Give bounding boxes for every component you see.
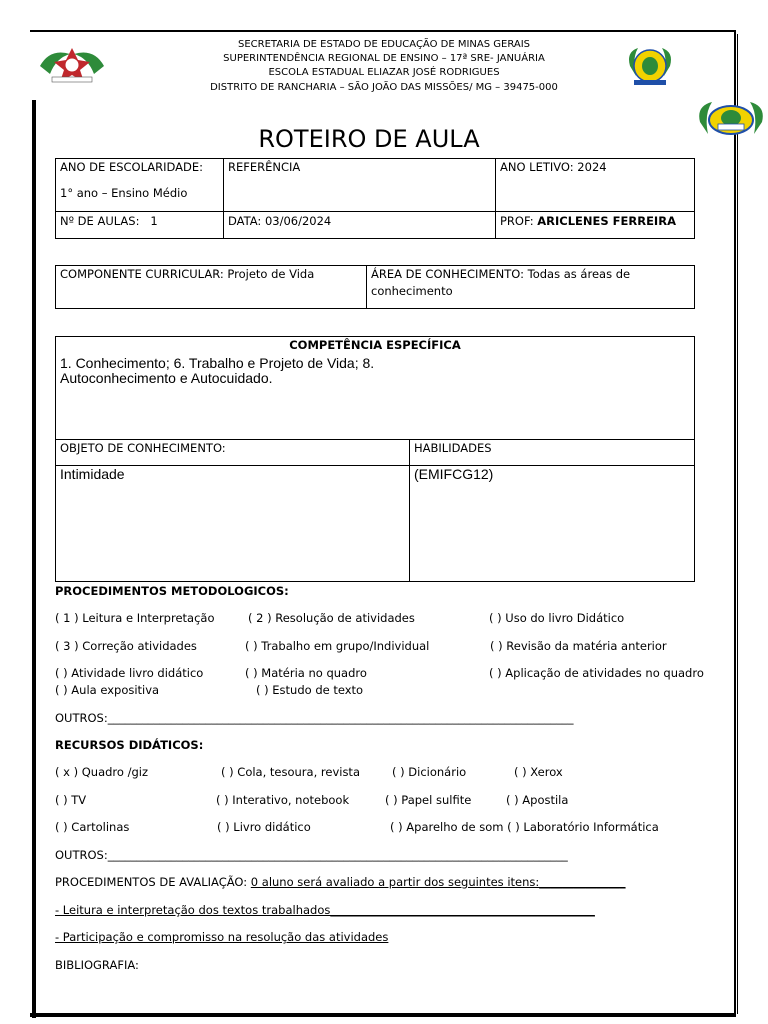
avaliacao-item-participacao: - Participação e compromisso na resolução das atividades xyxy=(55,930,389,944)
rec-quadro-giz-checkbox[interactable]: ( x ) Quadro /giz xyxy=(55,765,149,779)
avaliacao-text: 0 aluno será avaliado a partir dos seguintes itens:_______________ xyxy=(250,875,626,889)
avaliacao-label: PROCEDIMENTOS DE AVALIAÇÃO: xyxy=(55,875,248,889)
ano-letivo-cell xyxy=(496,159,695,212)
header-escola: ESCOLA ESTADUAL ELIAZAR JOSÉ RODRIGUES xyxy=(268,67,500,78)
data-value: DATA: 03/06/2024 xyxy=(228,214,332,228)
ano-letivo-label: ANO LETIVO: 2024 xyxy=(500,160,607,174)
habilidades-value-cell xyxy=(410,466,695,582)
rec-interativo-checkbox[interactable]: ( ) Interativo, notebook xyxy=(216,793,350,807)
proc-aplicacao-quadro-checkbox[interactable]: ( ) Aplicação de atividades no quadro xyxy=(489,666,704,680)
proc-materia-quadro-checkbox[interactable]: ( ) Matéria no quadro xyxy=(245,666,367,680)
objeto-value-cell xyxy=(56,466,410,582)
competencia-text-line1: 1. Conhecimento; 6. Trabalho e Projeto de Vida; 8. xyxy=(60,355,375,371)
proc-trabalho-grupo-checkbox[interactable]: ( ) Trabalho em grupo/Individual xyxy=(245,639,430,653)
area-conhecimento-line2: conhecimento xyxy=(371,284,453,298)
info-table xyxy=(55,158,695,239)
rec-cartolinas-checkbox[interactable]: ( ) Cartolinas xyxy=(55,820,130,834)
area-conhecimento-line1: ÁREA DE CONHECIMENTO: Todas as áreas de xyxy=(371,267,631,281)
proc-atividade-livro-checkbox[interactable]: ( ) Atividade livro didático xyxy=(55,666,204,680)
avaliacao-line xyxy=(55,875,626,889)
rec-dicionario-checkbox[interactable]: ( ) Dicionário xyxy=(392,765,467,779)
num-aulas-label: Nº DE AULAS: xyxy=(60,214,140,228)
rec-papel-sulfite-checkbox[interactable]: ( ) Papel sulfite xyxy=(385,793,472,807)
proc-livro-didatico-checkbox[interactable]: ( ) Uso do livro Didático xyxy=(489,611,625,625)
prof-value: ARICLENES FERREIRA xyxy=(537,214,676,228)
competencia-cell xyxy=(56,337,695,440)
rec-apostila-checkbox[interactable]: ( ) Apostila xyxy=(506,793,569,807)
proc-resolucao-checkbox[interactable]: ( 2 ) Resolução de atividades xyxy=(248,611,415,625)
num-aulas-cell xyxy=(56,212,224,239)
frame-right-border-inner xyxy=(737,34,738,1014)
procedimentos-heading: PROCEDIMENTOS METODOLOGICOS: xyxy=(55,584,289,598)
habilidades-value: (EMIFCG12) xyxy=(414,466,494,482)
header-distrito: DISTRITO DE RANCHARIA – SÃO JOÃO DAS MISSÕES/ MG – 39475-000 xyxy=(210,82,558,93)
frame-right-border xyxy=(734,30,736,1016)
competencia-heading: COMPETÊNCIA ESPECÍFICA xyxy=(289,338,461,352)
rec-livro-didatico-checkbox[interactable]: ( ) Livro didático xyxy=(217,820,311,834)
objeto-conhecimento-label: OBJETO DE CONHECIMENTO: xyxy=(60,441,226,455)
proc-correcao-checkbox[interactable]: ( 3 ) Correção atividades xyxy=(55,639,197,653)
proc-estudo-texto-checkbox[interactable]: ( ) Estudo de texto xyxy=(256,683,364,697)
componente-curricular: COMPONENTE CURRICULAR: Projeto de Vida xyxy=(60,267,315,281)
rec-cola-tesoura-checkbox[interactable]: ( ) Cola, tesoura, revista xyxy=(221,765,360,779)
ano-escolaridade-label: ANO DE ESCOLARIDADE: xyxy=(60,160,204,174)
referencia-label: REFERÊNCIA xyxy=(228,160,301,174)
competencia-text-line2: Autoconhecimento e Autocuidado. xyxy=(60,370,273,386)
proc-outros-field[interactable]: OUTROS:_________________________________________________________________________________ xyxy=(55,711,574,725)
componente-table xyxy=(55,265,695,309)
prof-cell xyxy=(496,212,695,239)
num-aulas-value: 1 xyxy=(150,214,158,228)
proc-leitura-checkbox[interactable]: ( 1 ) Leitura e Interpretação xyxy=(55,611,215,625)
rec-aparelho-som-laboratorio-checkbox[interactable]: ( ) Aparelho de som ( ) Laboratório Informática xyxy=(390,820,659,834)
bibliografia-label: BIBLIOGRAFIA: xyxy=(55,958,139,972)
rec-xerox-checkbox[interactable]: ( ) Xerox xyxy=(514,765,563,779)
recursos-heading: RECURSOS DIDÁTICOS: xyxy=(55,738,204,752)
data-cell xyxy=(224,212,496,239)
objeto-conhecimento-value: Intimidade xyxy=(60,466,125,482)
frame-top-border xyxy=(30,30,736,32)
ano-escolaridade-cell xyxy=(56,159,224,212)
competencia-table xyxy=(55,336,695,582)
proc-aula-expositiva-checkbox[interactable]: ( ) Aula expositiva xyxy=(55,683,160,697)
rec-tv-checkbox[interactable]: ( ) TV xyxy=(55,793,87,807)
prof-label: PROF: xyxy=(500,214,534,228)
frame-bottom-border xyxy=(30,1013,736,1017)
header-superintendencia: SUPERINTENDÊNCIA REGIONAL DE ENSINO – 17ª SRE- JANUÁRIA xyxy=(223,53,545,64)
componente-cell xyxy=(56,266,367,309)
referencia-cell xyxy=(224,159,496,212)
page-title: ROTEIRO DE AULA xyxy=(258,125,480,153)
avaliacao-item-leitura: - Leitura e interpretação dos textos trabalhados______________________________________________ xyxy=(55,903,595,917)
rec-outros-field[interactable]: OUTROS:________________________________________________________________________________ xyxy=(55,848,568,862)
objeto-label-cell xyxy=(56,440,410,466)
area-cell xyxy=(367,266,695,309)
ano-escolaridade-value: 1° ano – Ensino Médio xyxy=(60,186,188,200)
frame-left-border xyxy=(32,100,36,1018)
habilidades-label: HABILIDADES xyxy=(414,441,492,455)
proc-revisao-checkbox[interactable]: ( ) Revisão da matéria anterior xyxy=(490,639,667,653)
habilidades-label-cell xyxy=(410,440,695,466)
header-secretaria: SECRETARIA DE ESTADO DE EDUCAÇÃO DE MINAS GERAIS xyxy=(237,39,531,50)
